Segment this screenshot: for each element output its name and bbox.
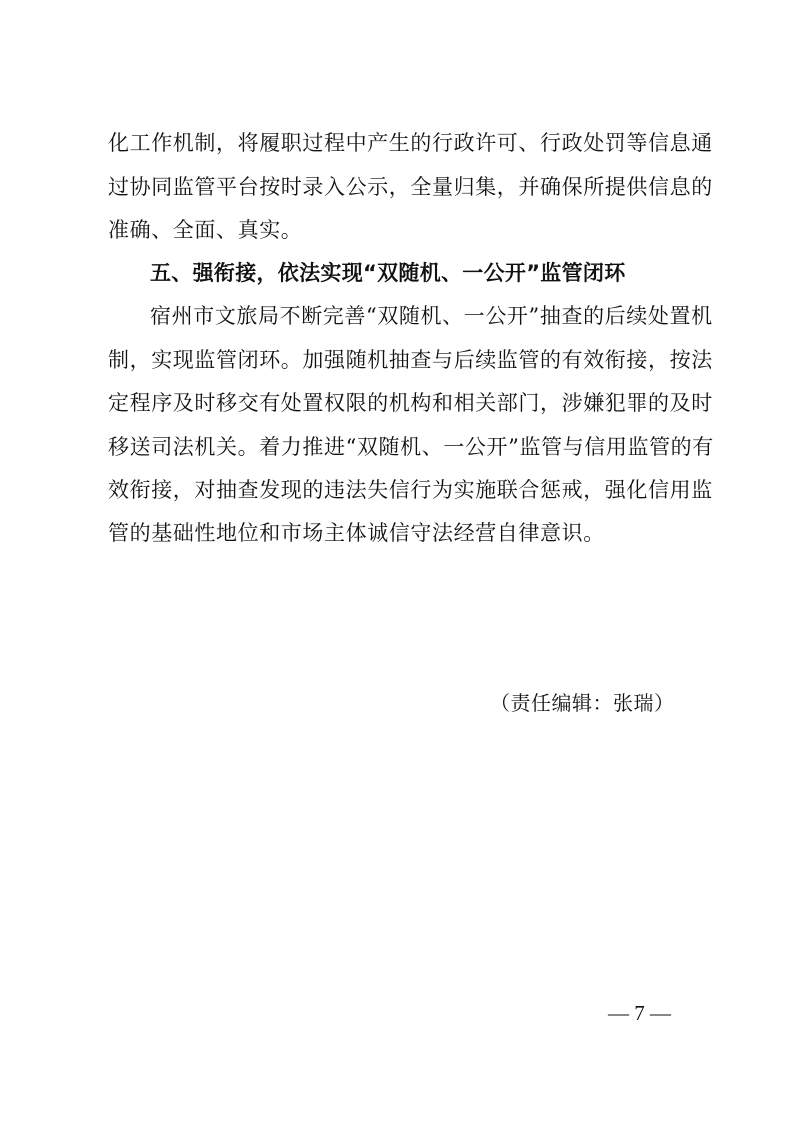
body-line: 制，实现监管闭环。加强随机抽查与后续监管的有效衔接，按法 (108, 348, 713, 372)
body-line: 定程序及时移交有处置权限的机构和相关部门，涉嫌犯罪的及时 (108, 391, 713, 415)
body-line: 准确、全面、真实。 (108, 218, 303, 242)
body-line: 效衔接，对抽查发现的违法失信行为实施联合惩戒，强化信用监 (108, 478, 713, 502)
body-line: 化工作机制，将履职过程中产生的行政许可、行政处罚等信息通 (108, 131, 713, 155)
body-line: 过协同监管平台按时录入公示，全量归集，并确保所提供信息的 (108, 175, 713, 199)
page-number: — 7 — (608, 1001, 671, 1025)
body-line: 宿州市文旅局不断完善“双随机、一公开”抽查的后续处置机 (150, 304, 713, 328)
body-line: 移送司法机关。着力推进“双随机、一公开”监管与信用监管的有 (108, 435, 714, 459)
section-heading: 五、强衔接，依法实现“双随机、一公开”监管闭环 (150, 261, 626, 285)
editor-credit: （责任编辑：张瑞） (490, 691, 675, 715)
body-line: 管的基础性地位和市场主体诚信守法经营自律意识。 (108, 521, 605, 545)
